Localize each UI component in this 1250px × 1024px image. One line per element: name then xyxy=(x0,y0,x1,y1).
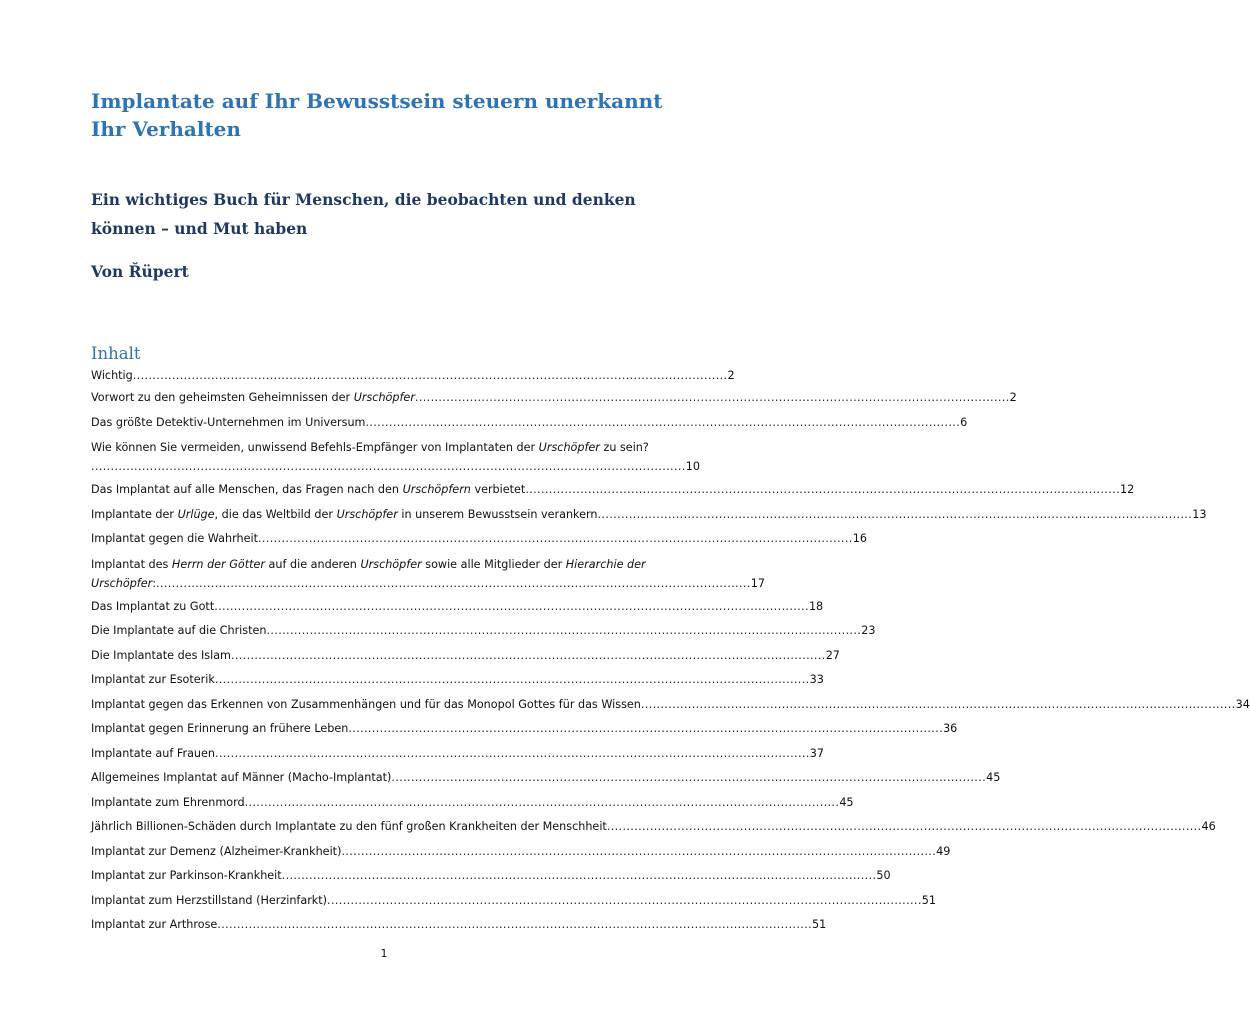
toc-entry-text-part: Implantate der xyxy=(91,507,178,521)
toc-leader-dots xyxy=(365,411,958,436)
toc-entry-text-part: Urschöpfer xyxy=(353,391,415,404)
toc-page-number: 46 xyxy=(1201,820,1216,833)
document-subtitle: Ein wichtiges Buch für Menschen, die beobachten und denken können – und Mut haben xyxy=(91,190,636,238)
toc-entry-label xyxy=(91,478,525,503)
toc-entry[interactable] xyxy=(91,668,824,693)
toc-leader-dots xyxy=(215,668,808,693)
toc-leader-dots xyxy=(598,503,1191,528)
toc-entry-row xyxy=(91,840,951,865)
toc-entry-text-part: Das Implantat auf alle Menschen, das Fragen nach den xyxy=(91,483,403,496)
toc-entry-text-part: Implantat gegen Erinnerung an frühere Leben xyxy=(91,722,349,735)
toc-entry[interactable] xyxy=(91,619,876,644)
toc-entry-label xyxy=(91,366,133,386)
toc-entry-text-part: Implantat zur Esoterik xyxy=(91,673,215,686)
toc-entry-label xyxy=(91,913,217,938)
toc-leader-dots xyxy=(215,742,808,767)
toc-entry-label xyxy=(91,411,365,436)
toc-entry-row xyxy=(91,693,1250,718)
toc-entry-text-part: verbietet xyxy=(470,483,526,496)
page-number: 1 xyxy=(380,947,388,960)
toc-page-number: 51 xyxy=(812,918,827,931)
toc-entry-label xyxy=(91,644,231,669)
toc-leader-dots xyxy=(133,366,726,386)
toc-entry-label xyxy=(91,527,258,552)
toc-entry-row xyxy=(91,815,1216,840)
document-author: Von Řüpert xyxy=(91,262,189,281)
toc-page-number: 34 xyxy=(1235,697,1250,711)
toc-page-number: 27 xyxy=(825,648,840,662)
toc-entry-text-part: Herrn der Götter xyxy=(171,557,265,571)
toc-entry-text-part: Implantat zum Herzstillstand (Herzinfarkt) xyxy=(91,893,328,907)
toc-entry[interactable] xyxy=(91,552,765,595)
toc-page-number: 45 xyxy=(839,795,854,809)
toc-entry-text-part: sowie alle Mitglieder der xyxy=(421,557,566,571)
toc-entry[interactable] xyxy=(91,840,951,865)
toc-entry-text-part: Urschöpfer xyxy=(91,576,153,590)
toc-leader-dots xyxy=(607,815,1200,840)
toc-page-number: 12 xyxy=(1120,483,1135,496)
toc-page-number: 16 xyxy=(852,532,867,545)
toc-leader-dots xyxy=(231,644,824,669)
toc-leader-dots xyxy=(391,766,984,791)
toc-entry-row xyxy=(91,742,824,767)
toc-page-number: 33 xyxy=(809,673,824,686)
toc-leader-dots xyxy=(282,864,875,889)
toc-entry-text-part: Jährlich Billionen-Schäden durch Implantate zu den fünf großen Krankheiten der Menschheit xyxy=(91,820,607,833)
toc-entry-text-part: Das größte Detektiv-Unternehmen im Universum xyxy=(91,415,366,429)
toc-entry[interactable] xyxy=(91,478,1135,503)
toc-entry[interactable] xyxy=(91,791,854,816)
toc-entry-text-part: Die Implantate des Islam xyxy=(91,648,231,662)
toc-entry-row xyxy=(91,889,937,914)
toc-entry-text-part: Implantate auf Frauen xyxy=(91,746,216,760)
toc-entry-label xyxy=(91,503,598,528)
toc-entry-text-part: in unserem Bewusstsein verankern xyxy=(397,507,598,521)
toc-page-number: 18 xyxy=(808,599,824,613)
toc-entry-text-part: zu sein? xyxy=(599,441,649,454)
toc-entry[interactable] xyxy=(91,717,958,742)
toc-entry-text-part: Urschöpfer xyxy=(360,557,422,571)
toc-heading: Inhalt xyxy=(91,344,141,363)
toc-entry-row xyxy=(91,619,876,644)
toc-entry-label xyxy=(91,815,607,840)
toc-entry-text-part: auf die anderen xyxy=(264,557,361,571)
toc-page-number: 36 xyxy=(943,722,958,735)
toc-entry-first-line xyxy=(91,438,678,457)
toc-entry[interactable] xyxy=(91,913,827,938)
toc-entry-row xyxy=(91,644,840,669)
toc-entry-text-part: Die Implantate auf die Christen xyxy=(91,624,267,637)
toc-page-number: 2 xyxy=(1009,391,1017,404)
toc-entry-text-part: Implantat gegen das Erkennen von Zusammenhängen und für das Monopol Gottes für das Wissen xyxy=(91,697,641,711)
toc-leader-dots xyxy=(214,595,807,620)
toc-entry-text-part: Hierarchie der xyxy=(565,557,646,571)
toc-entry-label xyxy=(91,766,391,791)
toc-entry-label xyxy=(91,791,245,816)
toc-entry-label xyxy=(91,889,327,914)
toc-entry-row xyxy=(91,411,968,436)
toc-entry-text-part: Urschöpfer xyxy=(538,441,600,454)
toc-entry[interactable] xyxy=(91,411,968,436)
document-title: Implantate auf Ihr Bewusstsein steuern unerkannt Ihr Verhalten xyxy=(91,89,663,141)
toc-entry-text-part: Urschöpfer xyxy=(336,507,398,521)
toc-entry-text-part: Wichtig xyxy=(91,369,133,382)
toc-entry-text-part: Wie können Sie vermeiden, unwissend Befehls-Empfänger von Implantaten der xyxy=(91,441,539,454)
toc-entry-text-part: Implantat zur Arthrose xyxy=(91,918,218,931)
toc-entry[interactable] xyxy=(91,889,937,914)
toc-entry-row xyxy=(91,913,827,938)
toc-entry-text-part: : xyxy=(152,576,157,590)
toc-entry[interactable] xyxy=(91,864,891,889)
toc-entry[interactable] xyxy=(91,595,824,620)
toc-entry-row xyxy=(91,574,765,593)
toc-entry[interactable] xyxy=(91,503,1207,528)
toc-entry-row xyxy=(91,386,1017,411)
toc-page-number: 10 xyxy=(685,460,700,473)
toc-entry[interactable] xyxy=(91,742,824,767)
toc-entry-row xyxy=(91,503,1207,528)
toc-page-number: 50 xyxy=(876,869,891,882)
toc-entry-label xyxy=(91,668,215,693)
toc-leader-dots xyxy=(91,457,684,476)
toc-entry[interactable] xyxy=(91,815,1216,840)
toc-entry-text-part: Urlüge xyxy=(177,507,215,521)
toc-entry[interactable] xyxy=(91,366,735,386)
toc-entry-row xyxy=(91,766,1001,791)
toc-entry-text-part: , die das Weltbild der xyxy=(214,507,337,521)
toc-entry-text-part: Implantat gegen die Wahrheit xyxy=(91,532,258,545)
toc-leader-dots xyxy=(641,693,1234,718)
toc-entry-text-part: Implantat zur Demenz (Alzheimer-Krankheit) xyxy=(91,844,342,858)
toc-page-number: 45 xyxy=(986,771,1001,784)
toc-entry[interactable] xyxy=(91,527,867,552)
toc-entry-label xyxy=(91,386,415,411)
toc-entry[interactable] xyxy=(91,435,700,478)
toc-leader-dots xyxy=(525,478,1118,503)
toc-entry-text-part: Implantate zum Ehrenmord xyxy=(91,795,245,809)
toc-entry-label xyxy=(91,693,641,718)
toc-entry-label xyxy=(91,717,348,742)
toc-page-number: 17 xyxy=(750,576,765,590)
toc-entry-row xyxy=(91,478,1135,503)
toc-entry-row xyxy=(91,595,824,620)
toc-entry-label xyxy=(91,619,266,644)
toc-entry-text-part: Urschöpfern xyxy=(402,483,471,496)
toc-entry-row xyxy=(91,717,958,742)
toc-entry-label xyxy=(91,742,215,767)
toc-entry-row xyxy=(91,366,735,386)
toc-leader-dots xyxy=(348,717,941,742)
toc-leader-dots xyxy=(217,913,810,938)
toc-leader-dots xyxy=(258,527,851,552)
toc-entry[interactable] xyxy=(91,766,1001,791)
toc-leader-dots xyxy=(266,619,859,644)
toc-page-number: 13 xyxy=(1192,507,1207,521)
table-of-contents xyxy=(91,366,1250,938)
toc-entry[interactable] xyxy=(91,693,1250,718)
toc-entry-row xyxy=(91,864,891,889)
toc-entry-row xyxy=(91,791,854,816)
toc-entry-text-part: Das Implantat zu Gott xyxy=(91,599,215,613)
toc-entry-label xyxy=(91,840,341,865)
toc-entry[interactable] xyxy=(91,386,1017,411)
toc-leader-dots xyxy=(327,889,920,914)
toc-entry-label xyxy=(91,595,214,620)
toc-entry-row xyxy=(91,668,824,693)
toc-entry-first-line xyxy=(91,555,678,574)
toc-entry-row xyxy=(91,457,700,476)
toc-page-number: 6 xyxy=(960,415,968,429)
toc-leader-dots xyxy=(156,574,749,593)
toc-entry-text-part: Implantat zur Parkinson-Krankheit xyxy=(91,869,282,882)
toc-leader-dots xyxy=(341,840,934,865)
toc-page-number: 49 xyxy=(936,844,951,858)
toc-entry-label xyxy=(91,574,156,593)
toc-entry-text-part: Implantat des xyxy=(91,557,172,571)
toc-entry-text-part: Vorwort zu den geheimsten Geheimnissen der xyxy=(91,391,354,404)
toc-page-number: 37 xyxy=(809,746,824,760)
toc-page-number: 23 xyxy=(861,624,876,637)
toc-entry-label xyxy=(91,864,282,889)
toc-leader-dots xyxy=(245,791,838,816)
toc-page-number: 51 xyxy=(921,893,937,907)
toc-entry-row xyxy=(91,527,867,552)
toc-entry[interactable] xyxy=(91,644,840,669)
toc-leader-dots xyxy=(415,386,1008,411)
toc-entry-text-part: Allgemeines Implantat auf Männer (Macho-Implantat) xyxy=(91,771,392,784)
toc-page-number: 2 xyxy=(727,369,735,382)
